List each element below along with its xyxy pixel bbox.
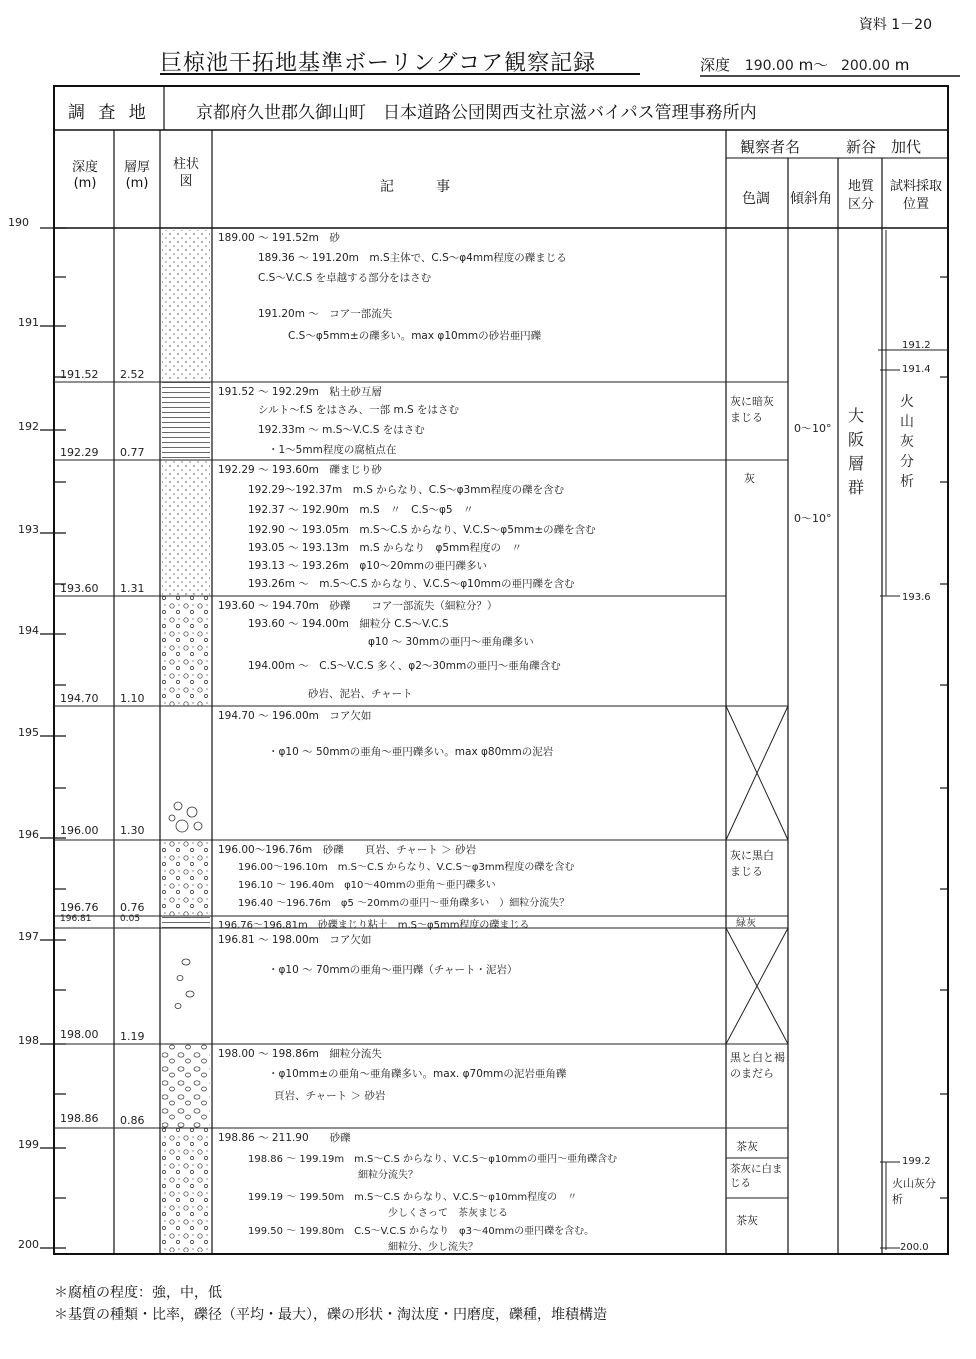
layer-thickness: 1.30 [120,824,145,837]
scale-tick-label: 190 [8,216,29,229]
layer-depth: 196.76 [60,901,99,914]
depth-unit-2: m [894,56,910,74]
depth-from: 190.00 [744,58,794,74]
color-value: 黒と白と褐のまだら [730,1051,785,1080]
footnote: ＊基質の種類・比率，礫径（平均・最大），礫の形状・淘汰度・円磨度，礫種，堆積構造 [54,1307,607,1323]
record-line: 192.29～192.37m m.S からなり、C.S～φ3mm程度の礫を含む [248,484,565,496]
footnote: ＊腐植の程度：強，中，低 [54,1285,222,1301]
record-line: 193.05 ～ 193.13m m.S からなり φ5mm程度の 〃 [248,542,523,554]
record-line: 198.86 ～ 211.90 砂礫 [218,1132,351,1144]
header-sampling: 試料採取位置 [889,179,942,212]
record-line: ・φ10mm±の亜角～亜角礫多い。max. φ70mmの泥岩亜角礫 [268,1068,567,1080]
record-line: シルト～f.S をはさみ、一部 m.S をはさむ [258,404,460,416]
sample-end: 193.6 [902,592,931,603]
scale-tick-label: 193 [18,523,39,536]
record-line: 198.86 ～ 199.19m m.S～C.S からなり、V.C.S～φ10mmの亜円～亜角礫含む [248,1154,618,1165]
dip-value: 0～10° [794,422,832,435]
sample-bottom: 191.4 [902,364,931,375]
layer-depth: 196.00 [60,824,99,837]
record-line: 199.50 ～ 199.80m C.S～V.C.S からなり φ3～40mmの亜円礫を含む。 [248,1226,595,1237]
sample-label: 火山灰分析 [900,394,914,490]
site-label: 調 査 地 [68,103,150,123]
sample-label: 火山灰分析 [892,1177,936,1206]
record-line: ・1～5mm程度の腐植点在 [268,444,397,456]
record-line: 189.00 ～ 191.52m 砂 [218,232,340,244]
observer-name: 新谷 加代 [846,138,922,156]
record-line: 細粒分、少し流失？ [388,1242,478,1253]
scale-tick-label: 196 [18,828,39,841]
record-line: 193.60 ～ 194.70m 砂礫 コア一部流失（細粒分？） [218,600,498,612]
header-record: 記 事 [380,179,450,195]
layer-depth: 196.81 [60,914,92,924]
layer-depth: 198.86 [60,1112,99,1125]
scale-tick-label: 191 [18,316,39,329]
record-line: φ10 ～ 30mmの亜円～亜角礫多い [368,636,534,648]
color-value: 茶灰に白まじる [730,1163,783,1189]
header-thickness: 層厚 (m) [123,160,150,191]
site-value: 京都府久世郡久御山町 日本道路公団関西支社京滋バイパス管理事務所内 [196,103,757,123]
depth-to: 200.00 [840,58,890,74]
record-line: 189.36 ～ 191.20m m.S主体で、C.S～φ4mm程度の礫まじる [258,252,567,264]
record-line: 193.60 ～ 194.00m 細粒分 C.S～V.C.S [248,618,449,630]
record-line: C.S～V.C.S を卓越する部分をはさむ [258,272,432,284]
layer-thickness: 1.31 [120,582,145,595]
header-depth: 深度 (m) [71,160,98,191]
record-line: 194.00m ～ C.S～V.C.S 多く、φ2～30mmの亜円～亜角礫含む [248,660,561,672]
layer-depth: 194.70 [60,692,99,705]
record-line: 198.00 ～ 198.86m 細粒分流失 [218,1048,382,1060]
geologic-unit: 大阪層群 [848,406,865,497]
document-id: 資料 1－20 [858,17,932,33]
layer-depth: 192.29 [60,446,99,459]
color-value: 灰 [744,472,755,485]
record-line: 細粒分流失？ [358,1170,418,1181]
record-line: 少しくさって 茶灰まじる [388,1208,508,1219]
layer-thickness: 1.19 [120,1030,145,1043]
depth-range-label: 深度 [700,56,731,74]
sample-top: 199.2 [902,1156,931,1167]
record-line: ・φ10 ～ 70mmの亜角～亜円礫（チャート・泥岩） [268,964,518,976]
scale-tick-label: 200 [18,1238,39,1251]
color-value: 緑灰 [736,918,756,929]
record-line: 192.37 ～ 192.90m m.S 〃 C.S～φ5 〃 [248,504,474,516]
header-color: 色調 [742,191,770,207]
layer-thickness: 0.05 [120,914,141,924]
record-line: 193.26m ～ m.S～C.S からなり、V.C.S～φ10mmの亜円礫を含む [248,578,575,590]
scale-tick-label: 198 [18,1034,39,1047]
sample-end: 200.0 [900,1242,929,1253]
record-line: C.S～φ5mm±の礫多い。max φ10mmの砂岩亜円礫 [288,330,542,342]
record-line: ・φ10 ～ 50mmの亜角～亜円礫多い。max φ80mmの泥岩 [268,746,554,758]
layer-thickness: 0.76 [120,901,145,914]
record-line: 196.00～196.10m m.S～C.S からなり、V.C.S～φ3mm程度の礫を含む [238,862,575,873]
record-line: 196.00～196.76m 砂礫 頁岩、チャート ＞ 砂岩 [218,844,477,856]
sample-top: 191.2 [902,340,931,351]
layer-depth: 198.00 [60,1028,99,1041]
scale-tick-label: 192 [18,420,39,433]
color-value: 茶灰 [736,1140,758,1153]
scale-tick-label: 194 [18,624,39,637]
record-line: 191.52 ～ 192.29m 粘土砂互層 [218,386,382,398]
record-line: 196.76～196.81m 砂礫まじり粘土 m.S～φ5mm程度の礫まじる [218,920,530,931]
layer-thickness: 2.52 [120,368,145,381]
scale-tick-label: 195 [18,726,39,739]
layer-thickness: 0.86 [120,1114,145,1127]
record-line: 194.70 ～ 196.00m コア欠如 [218,710,372,722]
record-line: 196.40 ～196.76m φ5 ～20mmの亜円～亜角礫多い ）細粒分流失？ [238,898,570,909]
color-value: 灰に暗灰まじる [730,395,774,424]
layer-thickness: 0.77 [120,446,145,459]
record-line: 192.33m ～ m.S～V.C.S をはさむ [258,424,425,436]
record-line: 頁岩、チャート ＞ 砂岩 [274,1090,386,1102]
record-line: 191.20m ～ コア一部流失 [258,308,393,320]
header-column: 柱状図 [172,157,199,189]
header-unit: 地質区分 [847,179,874,212]
layer-depth: 191.52 [60,368,99,381]
record-line: 192.29 ～ 193.60m 礫まじり砂 [218,464,382,476]
record-line: 199.19 ～ 199.50m m.S～C.S からなり、V.C.S～φ10mm程度の 〃 [248,1192,578,1203]
scale-tick-label: 199 [18,1138,39,1151]
record-line: 砂岩、泥岩、チャート [308,688,413,700]
layer-depth: 193.60 [60,582,99,595]
record-line: 193.13 ～ 193.26m φ10～20mmの亜円礫多い [248,560,487,572]
record-line: 196.10 ～ 196.40m φ10～40mmの亜角～亜円礫多い [238,880,496,891]
scale-tick-label: 197 [18,930,39,943]
color-value: 茶灰 [736,1214,758,1227]
page-title: 巨椋池干拓地基準ボーリングコア観察記録 [160,51,597,76]
record-line: 192.90 ～ 193.05m m.S～C.S からなり、V.C.S～φ5mm±の礫を含む [248,524,596,536]
record-line: 196.81 ～ 198.00m コア欠如 [218,934,372,946]
observer-label: 観察者名 [740,138,801,156]
header-dip: 傾斜角 [790,191,832,207]
layer-thickness: 1.10 [120,692,145,705]
dip-value: 0～10° [794,512,832,525]
depth-unit-1: m～ [798,56,829,74]
color-value: 灰に黒白まじる [730,849,774,878]
depth-range [700,54,909,75]
